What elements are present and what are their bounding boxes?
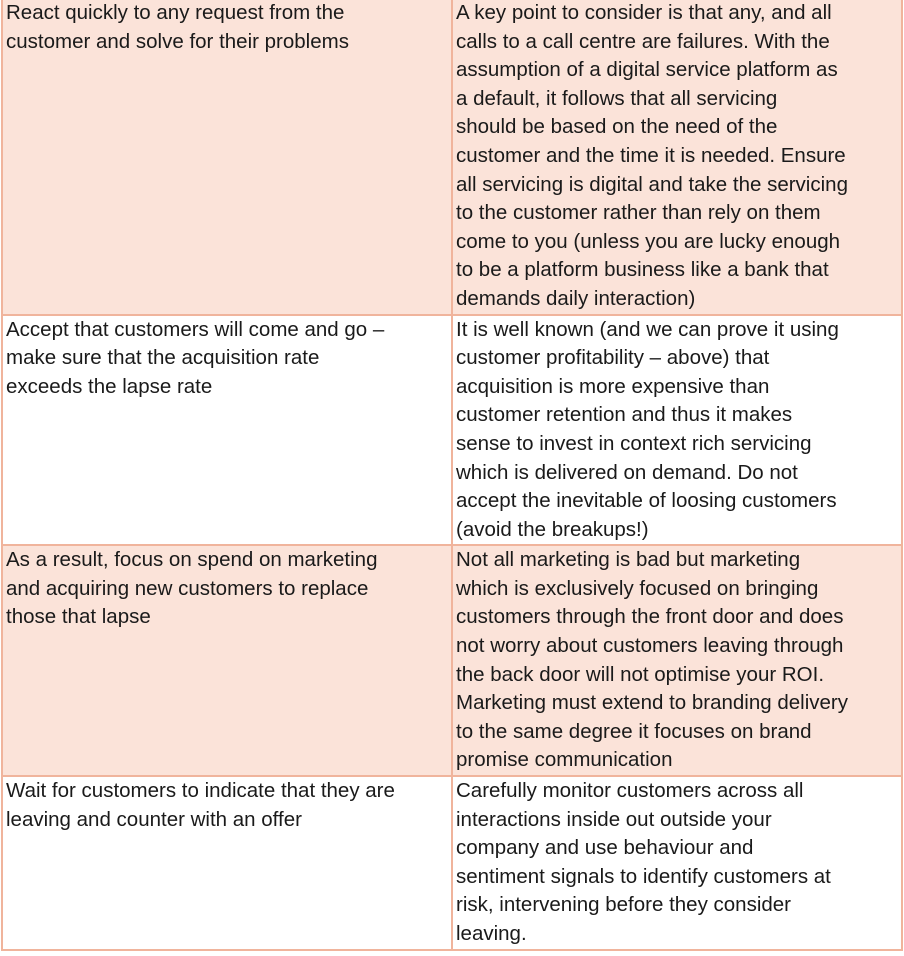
table-row: [2, 545, 902, 776]
table-cell-right: [452, 315, 902, 546]
table-cell-right: [452, 0, 902, 315]
table-cell-left: [2, 315, 452, 546]
cell-text: Not all marketing is bad but marketing which is exclusively focused on bringing customers through the front door and does not worry about customers leaving through the back door will not optimise your ROI. Marketing must extend to branding delivery to the same degree it focuses on brand promise communication: [456, 548, 848, 772]
table-row: [2, 315, 902, 546]
table-row: [2, 0, 902, 315]
table-cell-left: [2, 545, 452, 776]
cell-text: As a result, focus on spend on marketing and acquiring new customers to replace those that lapse: [6, 548, 378, 629]
table-cell-right: [452, 776, 902, 950]
cell-text: A key point to consider is that any, and all calls to a call centre are failures. With the assumption of a digital service platform as a default, it follows that all servicing should be based on the need of the customer and the time it is needed. Ensure all servicing is digital and take the servicing to the customer rather than rely on them come to you (unless you are lucky enough to be a platform business like a bank that demands daily interaction): [456, 1, 848, 310]
comparison-table: [1, 0, 903, 951]
cell-text: It is well known (and we can prove it using customer profitability – above) that acquisition is more expensive than customer retention and thus it makes sense to invest in context rich servicing which is delivered on demand. Do not accept the inevitable of loosing customers (avoid the breakups!): [456, 317, 839, 541]
cell-text: Carefully monitor customers across all interactions inside out outside your company and use behaviour and sentiment signals to identify customers at risk, intervening before they consider leaving.: [456, 779, 831, 945]
cell-text: Accept that customers will come and go – make sure that the acquisition rate exceeds the lapse rate: [6, 317, 385, 398]
table-cell-left: [2, 0, 452, 315]
cell-text: Wait for customers to indicate that they are leaving and counter with an offer: [6, 779, 395, 831]
table-cell-left: [2, 776, 452, 950]
table-cell-right: [452, 545, 902, 776]
table-row: [2, 776, 902, 950]
cell-text: React quickly to any request from the customer and solve for their problems: [6, 1, 349, 53]
